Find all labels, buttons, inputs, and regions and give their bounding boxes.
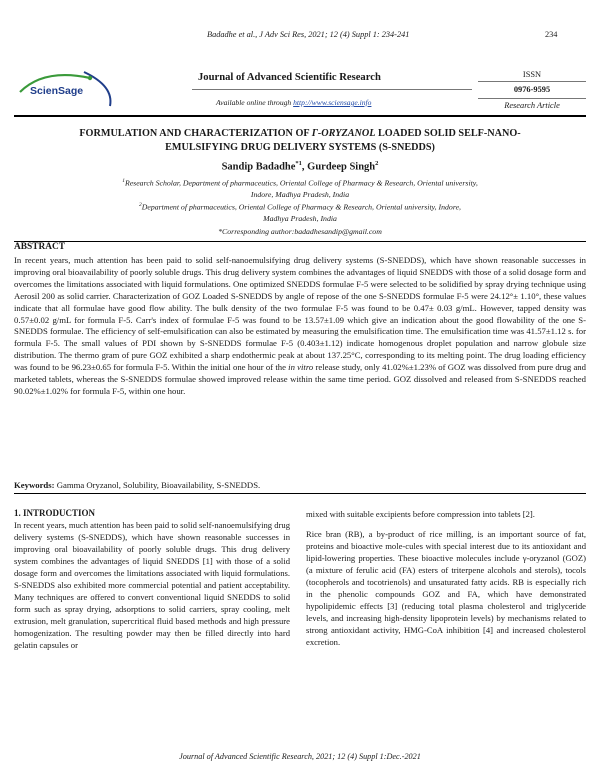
author-1: Sandip Badadhe <box>221 161 296 173</box>
keywords-rule <box>14 493 586 494</box>
intro-paragraph-right-1: mixed with suitable excipients before compression into tablets [2]. <box>306 509 535 519</box>
author-2-sup: 2 <box>375 160 379 167</box>
page-number: 234 <box>545 30 558 39</box>
sciensage-logo-icon <box>14 66 164 114</box>
issn-box <box>478 68 586 112</box>
affil-1-line-1: Research Scholar, Department of pharmaceutics, Oriental College of Pharmacy & Research, Oriental university, <box>124 178 478 188</box>
title-line-2: EMULSIFYING DRUG DELIVERY SYSTEMS (S-SNEDDS) <box>165 142 435 153</box>
affil-2-line-2: Madhya Pradesh, India <box>263 214 337 224</box>
title-part-1: FORMULATION AND CHARACTERIZATION OF <box>79 128 312 139</box>
header-rule <box>14 115 586 117</box>
journal-url-link[interactable]: http://www.sciensage.info <box>293 98 372 107</box>
left-column <box>14 520 290 651</box>
page-footer: Journal of Advanced Scientific Research, 2021; 12 (4) Suppl 1:Dec.-2021 <box>179 752 421 761</box>
keywords-text: Gamma Oryzanol, Solubility, Bioavailability, S-SNEDDS. <box>54 480 261 490</box>
affil-1-line-2: Indore, Madhya Pradesh, India <box>250 190 350 200</box>
title-greek: Γ-ORYZANOL <box>311 128 376 139</box>
author-2: Gurdeep Singh <box>307 161 376 173</box>
affiliation-2 <box>60 200 540 225</box>
abstract-text-b: release study, only 41.02%±1.23% of GOZ was dissolved from pure drug and marketed tablets, whereas the S-SNEDDS formulae showed improved release within the same time period. GOZ dissolved and released from S-SNEDDS reached 90.02%±1.02% for formula F-5, within one hour. <box>14 362 586 396</box>
online-availability <box>216 98 371 107</box>
section-heading-introduction: 1. INTRODUCTION <box>14 508 96 518</box>
intro-paragraph-left: In recent years, much attention has been paid to solid self-nanoemulsifying drug delivery systems (S-SNEDDS), which have shown reasonable successes in improving oral bioavailability of poorly soluble drugs. This drug delivery system combines the advantages of liquid SNEDDS [1] with those of a solid dosage form and overcomes the limitations associated with liquid formulations. S-SNEDDS also exhibited more commercial potential and patient acceptability. Many techniques are offered to convert conventional liquid SNEDDS to solid form such as spray drying, adsorptions to solid carriers, spray cooling, melt extrusion, melt granulation, supercritical fluid based methods and high pressure homogenization. The resulting powder may then be filled directly into hard gelatin capsules or <box>14 520 290 650</box>
sciensage-logo <box>14 66 164 114</box>
issn-label: ISSN <box>522 70 542 79</box>
title-part-2: LOADED SOLID SELF-NANO- <box>375 128 521 139</box>
citation: Badadhe et al., J Adv Sci Res, 2021; 12 (4) Suppl 1: 234-241 <box>207 30 410 39</box>
keywords-label: Keywords: <box>14 480 55 490</box>
affiliation-1 <box>60 176 540 201</box>
affil-2-line-1: Department of pharmaceutics, Oriental College of Pharmacy & Research, Oriental university, Indore, <box>141 202 461 212</box>
affil-1-sup: 1 <box>122 178 125 184</box>
intro-paragraph-right-2: Rice bran (RB), a by-product of rice milling, is an important source of fat, proteins and bioactive mole-cules with special interest due to its antioxidant and lipid-lowering properties. These bioactive molecules include γ-oryzanol (GOZ) (a mixture of ferulic acid (FA) esters of triterpene alcohols and sterols), tocols (tocopherols and tocotrienols) and unsaturated fatty acids. RB is especially rich in the phenolic compounds GOZ and FA, which have demonstrated hypolipidemic effects [3] (reducing total plasma cholesterol and triglyceride levels, and increasing high-density lipoprotein levels) by mechanisms related to strong antioxidant activity, HMG-CoA inhibition [4] and increased cholesterol excretion. <box>306 528 586 647</box>
affil-2-sup: 2 <box>138 202 142 208</box>
issn-number: 0976-9595 <box>513 85 551 94</box>
corresponding-author: *Corresponding author:badadhesandip@gmail.com <box>218 227 382 236</box>
keywords <box>14 480 586 490</box>
abstract-heading: ABSTRACT <box>14 242 66 252</box>
logo-text: ScienSage <box>30 85 84 97</box>
article-title <box>30 127 570 155</box>
abstract-body <box>14 255 586 398</box>
journal-name: Journal of Advanced Scientific Research <box>198 72 381 83</box>
online-prefix: Available online through <box>216 98 294 107</box>
right-column <box>306 509 586 648</box>
article-type: Research Article <box>504 101 560 110</box>
abstract-rule <box>14 241 586 242</box>
author-1-sup: *1 <box>295 160 302 167</box>
abstract-text-a: In recent years, much attention has been paid to solid self-nanoemulsifying drug delivery systems (S-SNEDDS), which have shown reasonable successes in improving oral bioavailability of poorly soluble drugs. This drug delivery system combines the advantages of liquid SNEDDS with those of a solid dosage form and overcomes the limitations associated with liquid formulations. One optimized SNEDDS formulae F-5 were selected to be solidified by spray drying technique using Aerosil 200 as solid carrier. Characterization of GOZ Loaded S-SNEDDS by angle of repose of the one S-SNEDDS formulae F-5 were 24.12°± 1.10°, these values indicate that all formulae have good flow ability. The bulk density of the two formulae F-5 was found to be 0.47± 0.03 g/mL. However, tapped density was 0.57±0.02 g/mL for formula F-5. Carr's index of formulae F-5 was found to be 13.57±1.09 which give an indication about the good flowability of the one S-SNEDDS formulae. The efficiency of self-emulsification can also be estimated by measuring the emulsification time. The emulsification time was 41.57±1.12 s. for formula F-5. The small values of PDI shown by S-SNEDDS formulae F-5 (0.403±1.12) indicate homogenous droplet population and narrow globule size distribution. The thermo gram of pure GOZ exhibited a sharp endothermic peak at about 137.25°C, corresponding to its melting point. The drug loading efficiency was found to be 96.23±0.65 for formula F-5. Within the initial one hour of the <box>14 255 586 373</box>
authors: Sandip Badadhe$^{*1}$, Gurdeep Singh$^2$ <box>221 160 379 173</box>
masthead-divider <box>192 89 472 90</box>
abstract-italic: in vitro <box>288 362 314 373</box>
